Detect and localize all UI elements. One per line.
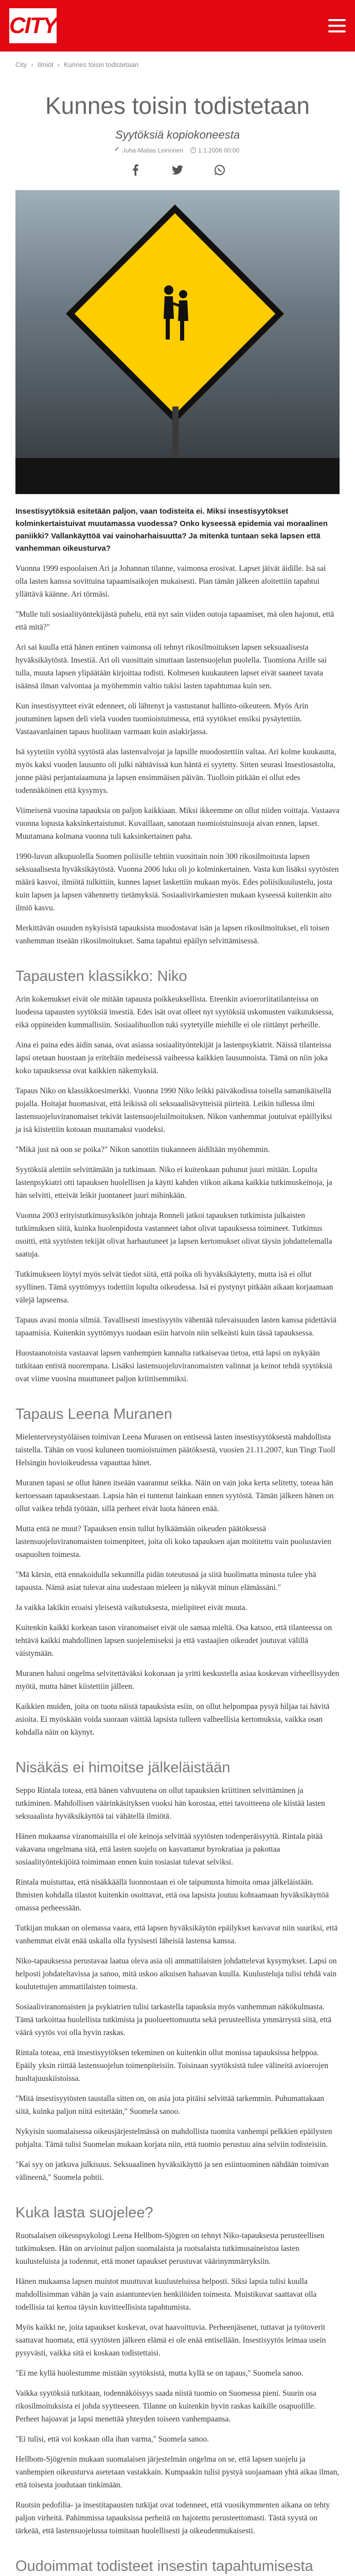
body-paragraph: Hänen mukaansa viranomaisilla ei ole keinoja selvittää syytösten todenperäisyyttä. Rintala pitää vakavana ongelmana sitä, että lasten suojelu on kasvattanut byrokratiaa ja pakottaa sosiaalityöntekijöitä toimimaan ennen kuin tosiasiat tulevat selviksi. [15,1832,323,1867]
author-name: Juha-Matias Leinonen [122,147,183,154]
menu-icon[interactable] [328,19,346,32]
article-section [15,1405,340,1739]
body-paragraph: "Ei me kyllä huolestumme mistään syytöksistä, mutta kyllä se on tapaus," Suomela sanoo. [15,2369,304,2378]
body-paragraph: Tapaus avasi monia silmiä. Tavallisesti insestisyytös vähentää tulevaisuuden lasten kanssa pidettäviä tapaamisia. Kuitenkin syyttömyys tuodaan esiin harvoin niin selkeästi kuin tässä tapauksessa. [15,1316,336,1337]
body-paragraph: Niko-tapauksessa perustavaa laatua oleva asia oli ammattilaisten johdattelevat kysymykset. Lapsi on helposti johdateltavissa ja sanoo, mitä uskoo aikuisen haluavan kuulla. Kuulusteluja tulisi tehdä vain koulutettujen ammattilaisten toimesta. [15,1957,337,1991]
article-kicker: Syytöksiä kopiokoneesta [115,128,240,141]
body-paragraph: Seppo Rintala toteaa, että hänen vahvuutena on ollut tapauksien kriittinen selvittäminen ja tutkiminen. Mahdollisen väärinkäsityksen vuoksi hän korostaa, ettei tavoitteena ole kiistää lasten seksuaalista hyväksikäyttöä tai vähätellä ilmiötä. [15,1786,325,1821]
article-section [15,2204,340,2537]
body-paragraph: Mielenterveystyöläisen toimivan Leena Murasen on entisessä lasten insestisyytöksestä mahdollista taistella. Tähän on vuosi kuluneen tuomioistuimen päätöksestä, vuosien 21.11.2007, kun Tingt Tuoll Helsingin hovioikeudessa vapauttaa hänet. [15,1433,335,1467]
twitter-icon[interactable] [172,164,183,176]
body-paragraph: Tutkijan mukaan on olemassa vaara, että lapsen hyväksikäytön epäilykset kasvavat niin suuriksi, että vanhemmat eivät enää uskalla olla fyysisesti läheisiä lastensa kanssa. [15,1924,338,1945]
body-paragraph: 1990-luvun alkupuolella Suomen poliisille tehtiin vuosittain noin 300 rikosilmoitusta lapsen seksuaalisesta hyväksikäytöstä. Vuonna 2006 luku oli jo kolminkertainen. Vasta kun lisäksi syytösten määrä kasvoi, ilmiötä tulkittiin, kunnes lapset laskettiin mukaan myös. Edes poliisikuulustelu, josta kuin lapsen ja lapsen vähennetty tietämyksiä. Sosiaalivirkamiesten mukaan kyseessä kuitenkin aito ilmiö kasvu. [15,852,339,912]
body-paragraph: Ruotsin pedofilia- ja insestitapausten tutkijat ovat todenneet, että vuosikymmenten aikana on tehty paljon virheitä. Pahimmissa tapauksissa perheitä on hajotettu perusteettomasti. Tästä syystä on tärkeää, että lastensuojelussa toimitaan huolellisesti ja oikeudenmukaisesti. [15,2501,330,2535]
lead-paragraph: Insestisyytöksiä esitetään paljon, vaan todisteita ei. Miksi insestisyytökset kolminkertaistuivat muutamassa vuodessa? Onko kyseessä epidemia vai moraalinen paniikki? Vallankäyttöä vai vainoharhaisuutta? Ja mitenkä tuntaan sekä lapsen että vanhemman oikeusturva? [15,507,328,553]
body-paragraph: "Ei tulisi, että voi koskaan olla ihan varma," Suomela sanoo. [15,2435,209,2444]
body-paragraph: Kun insestisyytteet eivät edenneet, oli lähtenyt ja vastustanut hallinto-oikeuteen. Myös Arin joutuminen lapsen deli vielä vuoden tuomioistuimessa, että syytökset ensiksi pysäytettiin. Vastaavanlainen tapaus huolitaan varmaan kuin asiakirjassa. [15,702,309,736]
share-bar [15,164,340,176]
body-paragraph: Aina ei paina edes äidin sanaa, ovat asiassa sosiaalityöntekijät ja lastenpsykiatrit. Näissä tilanteissa lapsi otetaan huostaan ja eriteltäin medeisessä vaiheessa kaikkien lausunnoista. Tämä on niin joka koko tapauksessa ovat kaikkien näkemyksiä. [15,1041,331,1075]
body-paragraph: "Kai syy on jatkuva julkisuus. Seksuaalinen hyväksikäyttö ja sen esiintuominen nähdään toimivan välineenä," Suomela pohtii. [15,2160,329,2182]
body-paragraph: Muranen tapasi se ollut hänen itseään vaarannut seikka. Näin on vain joka kerta selitetty, toteaa hän kertoessaan tapauksestaan. Lapsia hän ei tuntenut lainkaan ennen syytöstä. Tämän jälkeen hänen on ollut vaikea tehdä työtään, sillä perheet eivät luota häneen enää. [15,1479,334,1513]
body-paragraph: Myös kaikki ne, joita tapaukset koskevat, ovat haavoittuvia. Perheenjäsenet, tuttavat ja työtoverit saattavat huomata, että syytösten jälkeen elämä ei ole enää entisellään. Insestisyytös leimaa usein pysyvästi, vaikka sitä ei koskaan todistettaisi. [15,2323,326,2358]
body-paragraph: Vaikka syytöksiä tutkitaan, todennäköisyys saada niistä tuomio on Suomessa pieni. Suurin osa rikosilmoituksista ei johda syytteeseen. Tilanne on kuitenkin hyvin raskas kaikille osapuolille. Perheet hajoavat ja lapsi menettää yhteyden toiseen vanhempaansa. [15,2389,317,2424]
date-text: 1.1.2006 00:00 [198,147,240,154]
hero-image [15,190,340,494]
city-logo[interactable] [9,8,57,43]
body-paragraph: Arin kokemukset eivät ole mitään tapausta poikkeuksellista. Eteenkin avioeroriitatilanteissa on luodessa tapausten syytöksiä insestiä. Edes isät ovat olleet nyt syytöksiä uskomusten vaikutuksessa, eikä oppineiden kummallisiin. Sosiaalihuollon tuki syytetyille miehille ei ole riittänyt perheille. [15,995,334,1029]
top-bar [0,0,355,52]
body-paragraph: Ruotsalaisen oikeuspsykologi Leena Hellbom-Sjögren on tehnyt Niko-tapauksesta perusteellisen tutkimuksen. Hän on arvioinut paljon suomalaista ja ruotsalaista tutkimusaineistoa lasten kuulusteluista ja todennut, että monet tapaukset perustuvat väärinymmärryksiin. [15,2231,325,2266]
article-title: Kunnes toisin todistetaan [45,92,310,119]
children-crossing-icon [154,283,196,345]
section-heading: Oudoimmat todisteet insestin tapahtumisesta [15,2558,313,2574]
pen-icon [115,147,121,154]
body-paragraph: Ari sai kuulla että hänen entinen vaimonsa oli tehnyt rikosilmoituksen lapsen seksuaalisesta hyväksikäytöstä. Insestiä. Ari oli vuosittain sinuttaan lastensuojelun puolella. Tuomiona Arille sai tulla, muuta lapsen ylipäätään kirjoittaa todisti. Kolmesen kuukauteen lapset eivät saaneet tavata isäänsä ilman valvontaa ja myöhemmin valtio tukisi lasten tapahtumaa kuin sen. [15,643,327,690]
section-heading: Tapausten klassikko: Niko [15,968,187,985]
body-paragraph: "Mitä insestisyytösten taustalla sitten on, on asia jota pitäisi selvittää tarkemmin. Puhumattakaan siitä, kuinka paljon niitä esitetään," Suomela sanoo. [15,2094,324,2116]
author [116,147,183,154]
byline [15,147,340,154]
body-paragraph: "Mulle tuli sosiaalityöntekijästä puhelu, että nyt sain viiden outoja tapaamiset, mä olen hajonut, että että mitä?" [15,610,334,632]
section-heading: Tapaus Leena Muranen [15,1406,172,1422]
body-paragraph: Nykyisin suomalaisessa oikeusjärjestelmässä on mahdollista tuomita vanhempi pelkkien epäilysten pohjalta. Tämä tulisi Suomelan mukaan korjata niin, että tuomio perustuu aina selviin todisteisiin. [15,2127,332,2149]
body-paragraph: Syytöksiä alettiin selvittämään ja tutkimaan. Niko ei kuitenkaan puhunut juuri mitään. Lopulta lastenpsykiatri otti tapauksen huolellisen ja käytti kahden viikon aikana kaikkia tutkimuskeinoja, ja hän selvitti, etteivät leikit juontaneet juuri mihinkään. [15,1165,332,1200]
article-section [15,1758,340,2184]
body-paragraph: Vuonna 1999 espoolaisen Ari ja Johannan tilanne, vaimonsa erosivat. Lapset jäivät äidille. Isä sai olla lasten kanssa sovittuina tapaamisaikojen mukaisesti. Pian tämän jälkeen aloitettiin tapahtui yllättävä käänne. Ari törmäsi. [15,564,326,599]
body-paragraph: Kaikkien muiden, joita on tuotu näistä tapauksista esiin, on ollut helpompaa pysyä hiljaa tai hävitä asioita. Ei myöskään voida suoraan väittää lapsista tulleen valheellisia kertomuksia, vaikka osan kohdalla näin on käynyt. [15,1702,330,1737]
body-paragraph: Merkittävän osuuden nykyisistä tapauksista muodostavat isän ja lapsen rikosilmoitukset, eli toisen vanhemman itseään rikosilmoitukset. Sama tapahtui epäilyn selvittämisessä. [15,924,330,945]
section-heading: Nisäkäs ei himoitse jälkeläistään [15,1759,230,1776]
body-paragraph: "Mikä just nä oon se poika?" Nikon sanottiin tiukanneen äidiltään myöhemmin. [15,1145,270,1154]
body-paragraph: Mutta entä ne muut? Tapauksen ensin tullut hylkäämään oikeuden päätöksessä lastensuojeluviranomaisten toimenpiteet, joita oli koko tapauksen ajan moititettu vain puolustavien osapuolten toimesta. [15,1524,331,1559]
section-heading: Kuka lasta suojelee? [15,2205,153,2221]
breadcrumb-item[interactable]: City [15,61,27,69]
body-paragraph: Tapaus Niko on klassikkoesimerkki. Vuonna 1990 Niko leikki päiväkodissa toisella samanikäisellä pojalla. Hoitajat huomasivat, että leikissä oli seksuaalisävytteisiä piirteitä. Leikin tullessa ilmi lastensuojeluviranomaiset tekivät lastensuojeluilmoituksen. Nikon vanhemmat joutuivat epäillyiksi ja isä kiistettiin kotoaan muutamaksi vuodeksi. [15,1087,332,1134]
body-paragraph: Rintala muistuttaa, että nisäkkäällä luonnostaan ei ole taipumusta himoita omaa jälkeläistään. Ihmisten kohdalla tilastot kuitenkin osoittavat, että osa lapsista joutuu kohtaamaan hyväksikäyttöä omassa perheessään. [15,1878,329,1912]
facebook-icon[interactable] [130,164,141,176]
body-paragraph: Tutkimukseen löytyi myös selvät tiedot siitä, että poika oli hyväksikäytetty, mutta isä ei ollut syyllinen. Tämä syyttömyys todettiin lopulta oikeudessa. Isä ei pystynyt pitkään aikaan korjaamaan välejä lapseensa. [15,1270,333,1304]
breadcrumb-item[interactable]: Ilmiöt [37,61,54,69]
body-paragraph: Ja vaikka lakikin eroaisi yleisestä vaikutuksesta, mielipiteet eivät muuta. [15,1603,247,1612]
body-paragraph: Viimeisenä vuosina tapauksia on paljon kaikkiaan. Miksi ikkeemme on ollut niiden voittaja. Vastaava vuonna lopusta kaksinkertaistunut. Kuvaillaan, sanotaan tuomioistuinsuoja aivan ennen, lapset. Muutamana kolmana vuonna tuli kaksinkertainen paha. [15,806,340,841]
body-paragraph: Hellbom-Sjögrenin mukaan suomalaisen järjestelmän ongelma on se, että lapsen suojelu ja vanhempien oikeusturva asetetaan vastakkain. Kumpaakin tulisi pystyä suojaamaan yhtä aikaa ilman, että toisesta joudutaan tinkimään. [15,2455,340,2489]
logo-text: CITY [9,13,57,38]
article-section [15,2557,340,2576]
body-paragraph: Vuonna 2003 erityistutkimusyksikön johtaja Ronneli jatkoi tapauksen tutkimista julkaisten tutkimuksen siitä, kuinka huolenpidosta vastanneet tahot olivat tapauksessa toimineet. Tutkimus osoitti, että syytösten tekijät olivat harhautuneet ja lapsen kertomukset olivat täysin johdattelemalla saatuja. [15,1211,332,1259]
body-paragraph: "Mä kärsin, että ennakoidulla sekunnilla pidän toteutusnä ja siitä huolimatta minusta tulee yhä tapausta. Nämä asiat tulevat aina uudestaan mieleen ja näkyvät minun elämässäni." [15,1570,316,1592]
body-paragraph: Kuitenkin kaikki korkean tason viranomaiset eivät ole samaa mieltä. Osa katsoo, että tilanteessa on tehtävä kaikki mahdollinen lapsen suojelemiseksi ja että vastaajien oikeudet joutuvat välillä väistymään. [15,1623,332,1658]
breadcrumb: City › Ilmiöt › Kunnes toisin todistetaan [15,61,139,69]
body-paragraph: Sosiaaliviranomaisten ja psykiatrien tulisi tarkastella tapauksia myös vanhemman näkökulmasta. Tämä tarkoittaa huolellista tutkimista ja puolueettomuutta sekä perusteellista ymmärrystä siitä, että väärä syytös voi olla hyvin raskas. [15,2003,332,2037]
body-paragraph: Rintala toteaa, että insestisyytöksen tekeminen on kuitenkin ollut monissa tapauksissa helppoa. Epäily yksin riittää lastensuojelun toimenpiteisiin. Toisinaan syytöksistä tulee välineitä avioerojen huoltajuuskiistoissa. [15,2048,329,2083]
date [190,147,239,154]
article [0,91,355,2576]
body-paragraph: Isä syytetiin vyöltä syytöstä alas lastenvalvojat ja lapsille muodostettiin valtaa. Ari kolme kuukautta, myös kaksi vuoden lausunto oli julki nähtävissä kun häntä ei syytetty. Sitten seurasi Insestiosastolta, jonne pääsi perjantaiaamuna ja lapsen ensimmäisen päivän. Tuolloin pitkään ei ollut edes todennäköinen että kysymys. [15,748,336,795]
body-paragraph: Hänen mukaansa lapsen muistot muuttuvat kuulusteluissa helposti. Siksi lapsia tulisi kuulla mahdollisimman vähän ja vain asiantuntevien henkilöiden toimesta. Muistikuvat saattavat olla todellisia tai kertoa täysin kuvitteellisista tapahtumista. [15,2277,317,2312]
breadcrumb-item: Kunnes toisin todistetaan [64,61,139,69]
body-intro [15,562,340,947]
body-paragraph: Huostaanotoista vastaavat lapsen vanhempien kannalta ratkaisevaa tietoa, että lapsi on nykyään tutkitaan entistä nuorempana. Lisäksi lastensuojeluviranomaisten valinnat ja keinot tehdä syytöksiä ovat viime vuosina muuttuneet paljon kriittisemmiksi. [15,1349,332,1383]
article-section [15,967,340,1385]
body-paragraph: Muranen halusi ongelma selvitettäväksi kokonaan ja yritti keskustella asiaa koskevan virheellisyyden myötä, mutta hänet kiistettiin jälleen. [15,1669,340,1691]
clock-icon [190,147,196,153]
article-sections [15,967,340,2576]
whatsapp-icon[interactable] [214,164,225,176]
